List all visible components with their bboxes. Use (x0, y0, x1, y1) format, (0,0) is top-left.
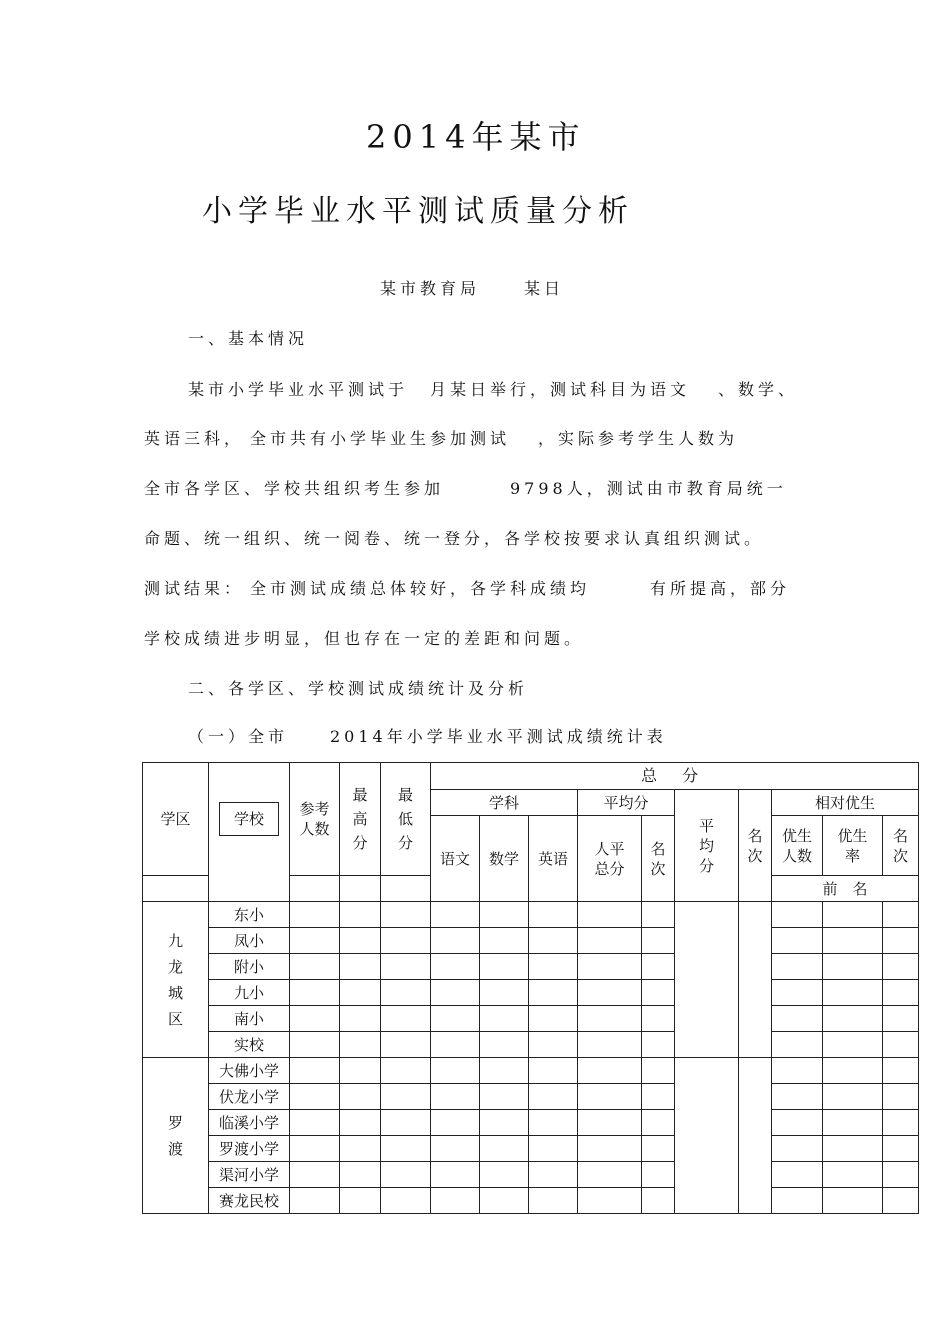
data-cell (431, 980, 480, 1006)
header-participants-tail (290, 876, 340, 902)
school-name-cell: 凤小 (209, 928, 290, 954)
header-district-tail (143, 876, 209, 902)
data-cell (480, 1084, 529, 1110)
data-cell (381, 1162, 431, 1188)
data-cell (642, 1006, 675, 1032)
excellent-cell (883, 1084, 919, 1110)
data-cell (529, 1188, 578, 1214)
header-top-n: 前 名 (772, 876, 919, 902)
data-cell (642, 1058, 675, 1084)
data-cell (578, 1136, 642, 1162)
para-line-7b: 全市测试成绩总体较好，各学科成绩均 (250, 579, 591, 598)
data-cell (431, 1188, 480, 1214)
header-average: 平均分 (578, 790, 675, 816)
district-name: 罗渡 (167, 1113, 183, 1158)
header-relative-excellent: 相对优生 (772, 790, 919, 816)
header-rank-3: 名次 (883, 816, 919, 876)
district-cell (143, 902, 209, 1058)
excellent-cell (823, 1006, 883, 1032)
table-row (143, 1006, 919, 1032)
data-cell (529, 1162, 578, 1188)
data-cell (642, 1032, 675, 1058)
para-line-5a: 全市各学区、学校共组织考生参加 (144, 479, 445, 498)
score-table (142, 762, 919, 1214)
group-rank-cell (739, 1058, 772, 1214)
data-cell (480, 1136, 529, 1162)
data-cell (642, 954, 675, 980)
para-line-3b: 月某日举行，测试科目为语文 (430, 380, 691, 399)
excellent-cell (823, 1162, 883, 1188)
data-cell (340, 1188, 381, 1214)
para-line-6: 命题、统一组织、统一阅卷、统一登分，各学校按要求认真组织测试。 (144, 529, 765, 548)
data-cell (529, 980, 578, 1006)
data-cell (290, 980, 340, 1006)
header-district: 学区 (143, 763, 209, 876)
data-cell (340, 928, 381, 954)
excellent-cell (823, 1032, 883, 1058)
data-cell (642, 1136, 675, 1162)
data-cell (431, 1110, 480, 1136)
school-name-cell: 九小 (209, 980, 290, 1006)
school-name-cell: 罗渡小学 (209, 1136, 290, 1162)
school-name-cell: 赛龙民校 (209, 1188, 290, 1214)
excellent-cell (823, 928, 883, 954)
excellent-cell (883, 1058, 919, 1084)
data-cell (578, 902, 642, 928)
data-cell (578, 980, 642, 1006)
data-cell (431, 1058, 480, 1084)
para-line-5b: 9798人，测试由市教育局统一 (510, 479, 787, 498)
data-cell (431, 1084, 480, 1110)
data-cell (431, 1136, 480, 1162)
school-name-cell: 实校 (209, 1032, 290, 1058)
data-cell (529, 902, 578, 928)
data-cell (290, 1110, 340, 1136)
data-cell (290, 1006, 340, 1032)
data-cell (340, 1136, 381, 1162)
excellent-cell (823, 1136, 883, 1162)
excellent-cell (883, 1006, 919, 1032)
date-text: 某日 (524, 279, 565, 298)
data-cell (431, 1032, 480, 1058)
data-cell (529, 928, 578, 954)
data-cell (381, 954, 431, 980)
data-cell (642, 902, 675, 928)
excellent-cell (823, 1058, 883, 1084)
data-cell (480, 1058, 529, 1084)
data-cell (431, 954, 480, 980)
excellent-cell (772, 1084, 823, 1110)
data-cell (290, 902, 340, 928)
section-heading-1: 一、基本情况 (188, 329, 309, 348)
para-line-4c: ，实际参考学生人数为 (538, 429, 739, 448)
excellent-cell (883, 980, 919, 1006)
data-cell (529, 954, 578, 980)
excellent-cell (883, 1110, 919, 1136)
data-cell (480, 1110, 529, 1136)
header-per-capita-total: 人平总分 (578, 816, 642, 902)
data-cell (290, 1162, 340, 1188)
school-name-cell: 南小 (209, 1006, 290, 1032)
table-row (143, 980, 919, 1006)
para-line-8: 学校成绩进步明显，但也存在一定的差距和问题。 (144, 629, 585, 648)
table-body (143, 902, 919, 1214)
data-cell (642, 1188, 675, 1214)
data-cell (381, 1188, 431, 1214)
para-line-7c: 有所提高，部分 (650, 579, 791, 598)
data-cell (578, 1032, 642, 1058)
data-cell (578, 1084, 642, 1110)
header-english: 英语 (529, 816, 578, 902)
table-row (143, 1162, 919, 1188)
data-cell (290, 954, 340, 980)
excellent-cell (772, 1136, 823, 1162)
data-cell (529, 1110, 578, 1136)
data-cell (578, 1006, 642, 1032)
data-cell (642, 1110, 675, 1136)
data-cell (340, 954, 381, 980)
data-cell (381, 1032, 431, 1058)
header-school-tail (209, 876, 290, 902)
data-cell (529, 1058, 578, 1084)
data-cell (381, 1084, 431, 1110)
data-cell (381, 902, 431, 928)
data-cell (480, 1188, 529, 1214)
group-avg-cell (675, 902, 739, 1058)
school-name-cell: 东小 (209, 902, 290, 928)
data-cell (642, 980, 675, 1006)
table-row (143, 1188, 919, 1214)
excellent-cell (772, 1162, 823, 1188)
header-min-tail (381, 876, 431, 902)
data-cell (290, 928, 340, 954)
data-cell (480, 1006, 529, 1032)
excellent-cell (883, 1136, 919, 1162)
data-cell (340, 1058, 381, 1084)
data-cell (340, 1032, 381, 1058)
data-cell (431, 928, 480, 954)
header-chinese: 语文 (431, 816, 480, 902)
data-cell (431, 1162, 480, 1188)
excellent-cell (883, 1032, 919, 1058)
data-cell (578, 928, 642, 954)
data-cell (340, 1006, 381, 1032)
data-cell (480, 1032, 529, 1058)
excellent-cell (772, 1032, 823, 1058)
excellent-cell (823, 1110, 883, 1136)
header-math: 数学 (480, 816, 529, 902)
excellent-cell (883, 902, 919, 928)
data-cell (290, 1058, 340, 1084)
data-cell (642, 1162, 675, 1188)
header-rank-1: 名次 (642, 816, 675, 902)
data-cell (480, 928, 529, 954)
header-excellent-count: 优生人数 (772, 816, 823, 876)
district-cell (143, 1058, 209, 1214)
excellent-cell (772, 954, 823, 980)
data-cell (340, 902, 381, 928)
para-line-3c: 、数学、 (718, 380, 799, 399)
data-cell (642, 928, 675, 954)
data-cell (340, 1110, 381, 1136)
table-caption-a: （一）全市 (188, 727, 289, 746)
header-max-score: 最高分 (340, 763, 381, 876)
data-cell (480, 954, 529, 980)
excellent-cell (823, 1084, 883, 1110)
group-rank-cell (739, 902, 772, 1058)
excellent-cell (772, 980, 823, 1006)
header-total: 总 分 (431, 763, 919, 790)
group-avg-cell (675, 1058, 739, 1214)
header-school: 学校 (219, 802, 279, 836)
table-row (143, 1110, 919, 1136)
data-cell (381, 1110, 431, 1136)
table-row (143, 1058, 919, 1084)
header-school-cell (209, 763, 290, 876)
table-caption-b: 2014年小学毕业水平测试成绩统计表 (330, 727, 667, 746)
table-row (143, 902, 919, 928)
header-participants: 参考人数 (290, 763, 340, 876)
data-cell (431, 902, 480, 928)
data-cell (290, 1188, 340, 1214)
table-row (143, 928, 919, 954)
excellent-cell (772, 902, 823, 928)
excellent-cell (823, 954, 883, 980)
excellent-cell (883, 954, 919, 980)
table-row (143, 1084, 919, 1110)
excellent-cell (772, 1110, 823, 1136)
data-cell (290, 1032, 340, 1058)
doc-title-main: 小学毕业水平测试质量分析 (202, 194, 634, 229)
data-cell (480, 902, 529, 928)
header-min-score: 最低分 (381, 763, 431, 876)
header-excellent-rate: 优生率 (823, 816, 883, 876)
school-name-cell: 大佛小学 (209, 1058, 290, 1084)
excellent-cell (772, 1006, 823, 1032)
excellent-cell (772, 1188, 823, 1214)
para-line-7a: 测试结果： (144, 579, 245, 598)
data-cell (381, 928, 431, 954)
data-cell (480, 980, 529, 1006)
para-line-4b: 全市共有小学毕业生参加测试 (250, 429, 511, 448)
excellent-cell (883, 928, 919, 954)
excellent-cell (772, 928, 823, 954)
data-cell (381, 1058, 431, 1084)
data-cell (431, 1006, 480, 1032)
data-cell (529, 1084, 578, 1110)
table-row (143, 954, 919, 980)
data-cell (642, 1084, 675, 1110)
school-name-cell: 临溪小学 (209, 1110, 290, 1136)
excellent-cell (823, 1188, 883, 1214)
para-line-4a: 英语三科， (144, 429, 245, 448)
data-cell (480, 1162, 529, 1188)
data-cell (578, 1110, 642, 1136)
data-cell (290, 1084, 340, 1110)
data-cell (290, 1136, 340, 1162)
header-max-tail (340, 876, 381, 902)
header-avg-score: 平均分 (675, 790, 739, 902)
data-cell (381, 1136, 431, 1162)
data-cell (381, 980, 431, 1006)
data-cell (340, 1084, 381, 1110)
doc-title-year: 2014年某市 (366, 118, 586, 156)
data-cell (578, 1188, 642, 1214)
school-name-cell: 附小 (209, 954, 290, 980)
data-cell (578, 1162, 642, 1188)
header-rank-2: 名次 (739, 790, 772, 902)
data-cell (578, 1058, 642, 1084)
table-row (143, 1136, 919, 1162)
school-name-cell: 伏龙小学 (209, 1084, 290, 1110)
data-cell (529, 1032, 578, 1058)
header-subjects: 学科 (431, 790, 578, 816)
district-name: 九龙城区 (167, 931, 183, 1028)
excellent-cell (883, 1162, 919, 1188)
para-line-3a: 某市小学毕业水平测试于 (188, 380, 409, 399)
data-cell (578, 954, 642, 980)
section-heading-2: 二、各学区、学校测试成绩统计及分析 (188, 679, 529, 698)
data-cell (529, 1006, 578, 1032)
school-name-cell: 渠河小学 (209, 1162, 290, 1188)
data-cell (340, 980, 381, 1006)
excellent-cell (772, 1058, 823, 1084)
issuer-text: 某市教育局 (380, 279, 501, 298)
table-row (143, 1032, 919, 1058)
excellent-cell (823, 902, 883, 928)
data-cell (340, 1162, 381, 1188)
data-cell (381, 1006, 431, 1032)
excellent-cell (823, 980, 883, 1006)
excellent-cell (883, 1188, 919, 1214)
data-cell (529, 1136, 578, 1162)
